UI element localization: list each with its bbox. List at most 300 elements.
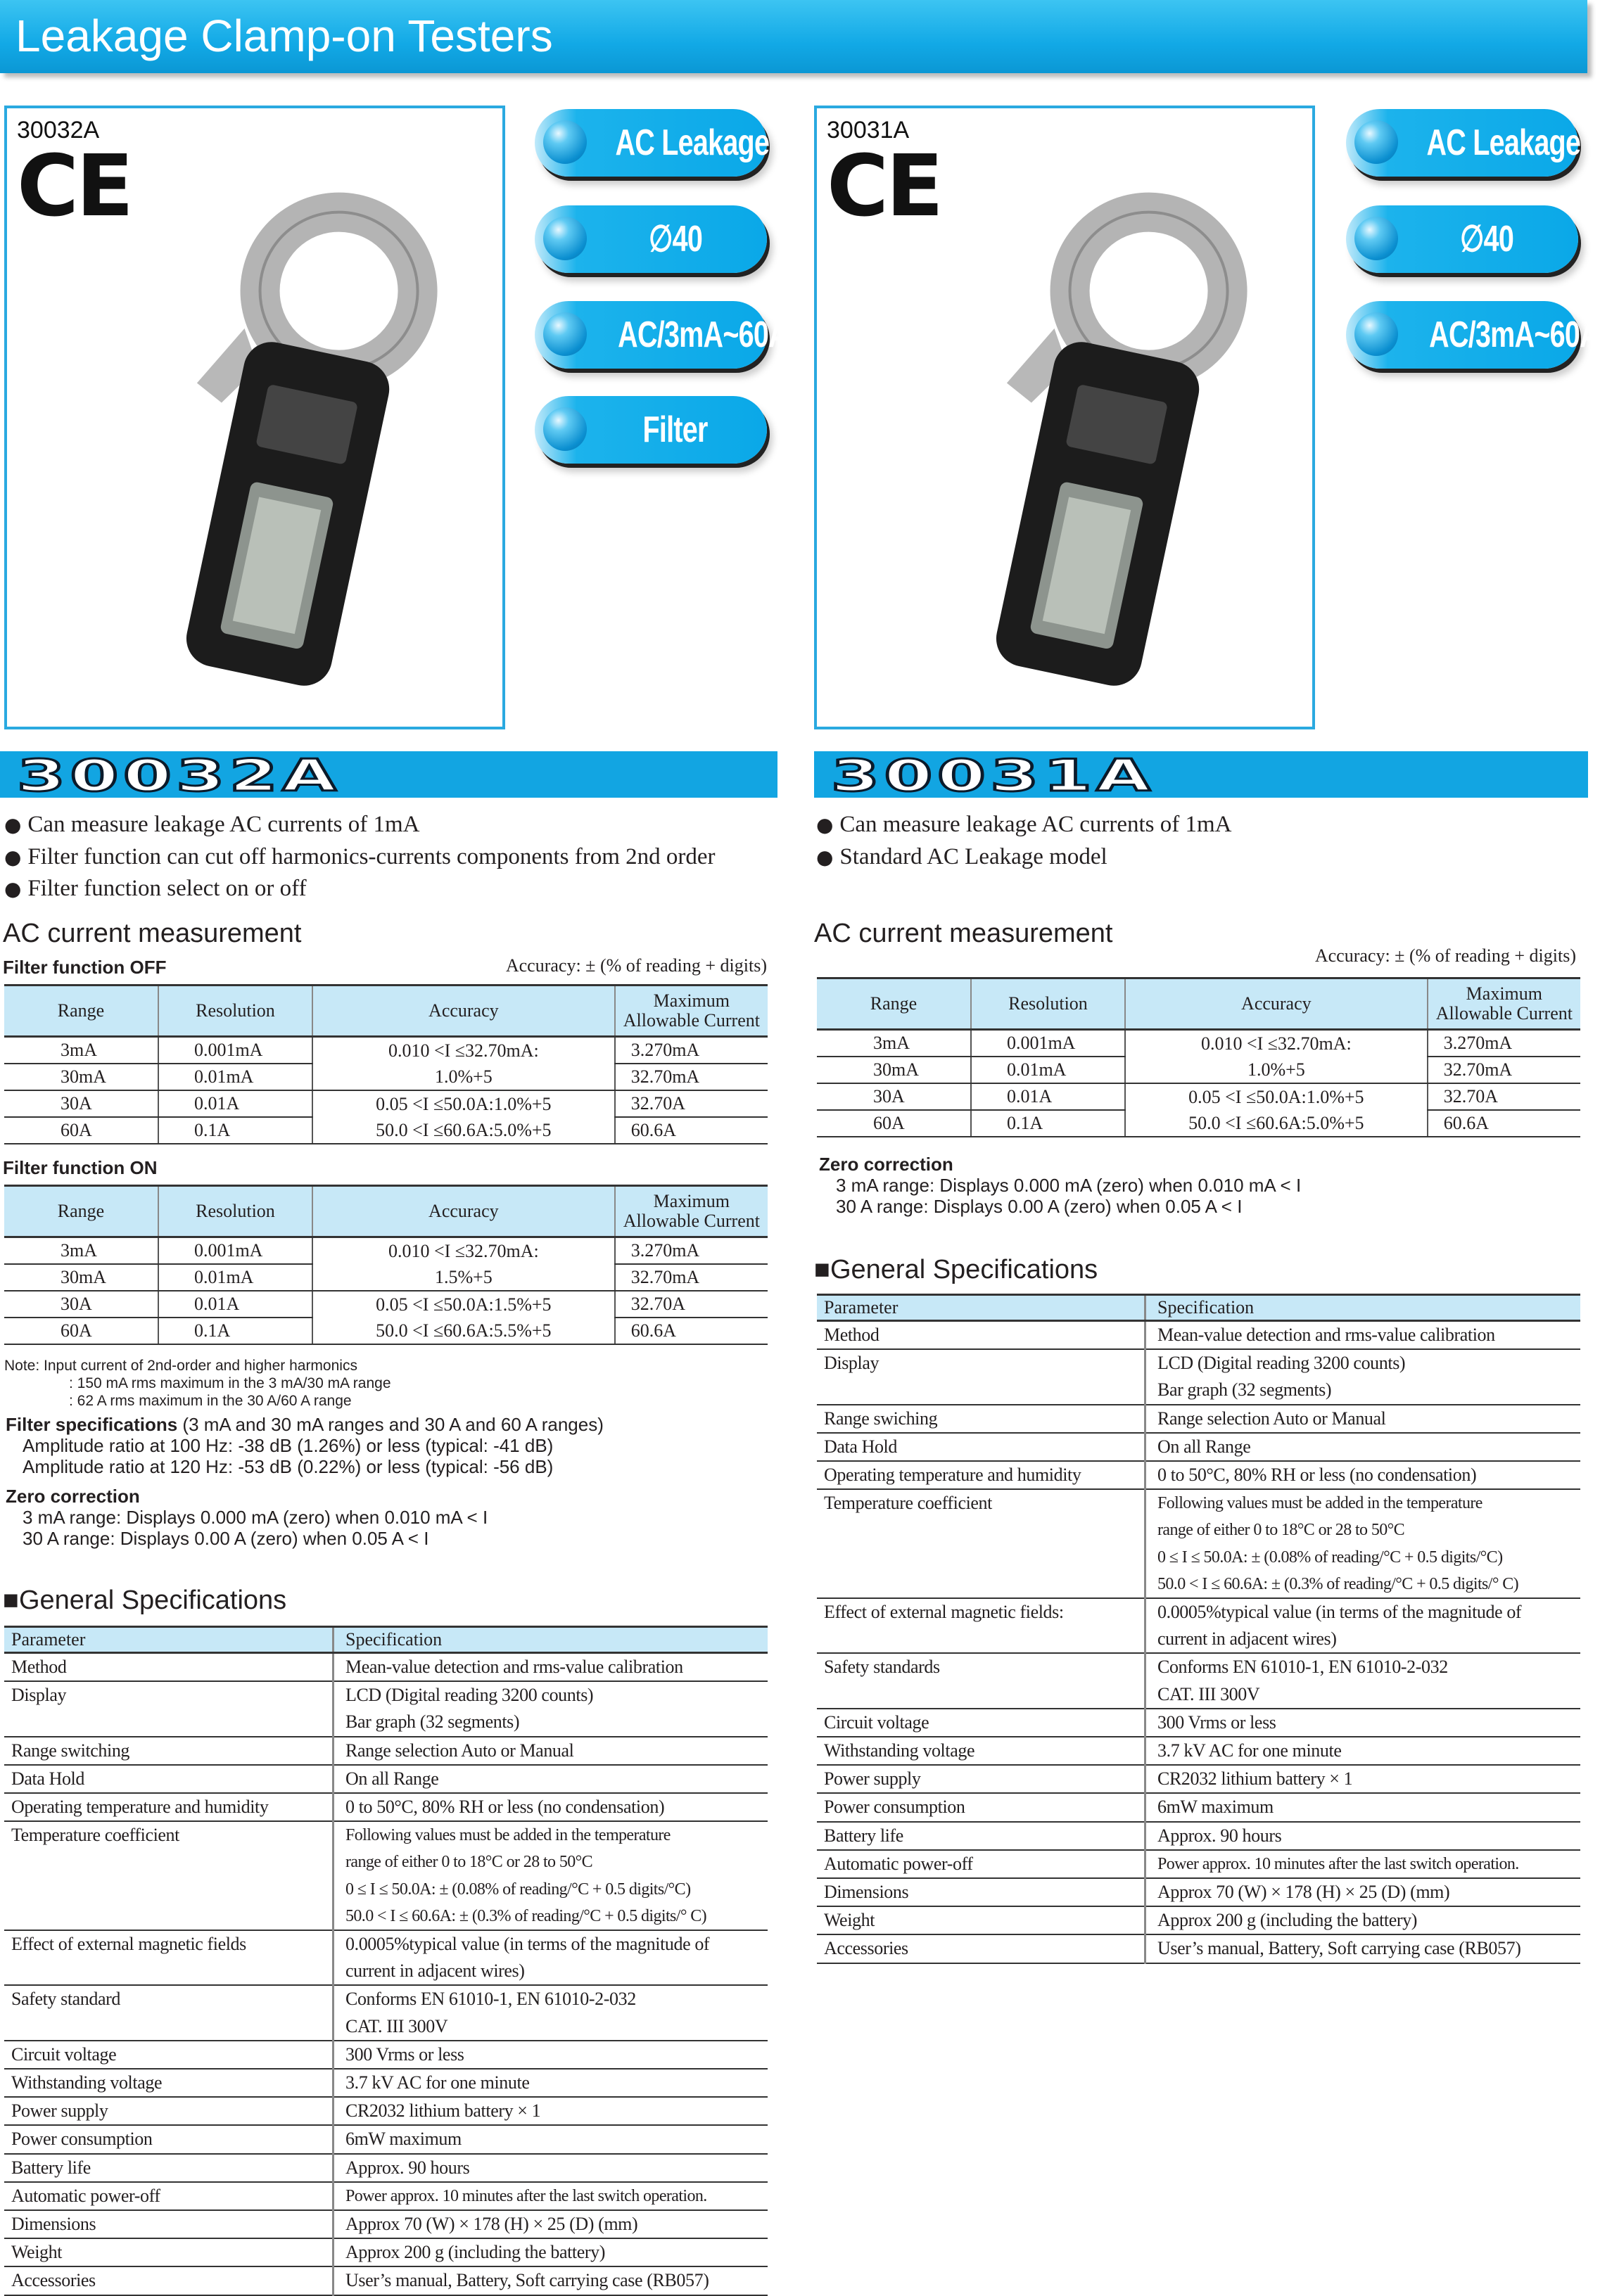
parameter-cell: Power consumption: [4, 2125, 334, 2153]
parameter-cell: Effect of external magnetic fields: [4, 1930, 334, 1985]
section-title: AC current measurement: [3, 919, 302, 948]
accuracy-note: Accuracy: ± (% of reading + digits): [505, 955, 767, 976]
table-row: [4, 1117, 768, 1144]
table-row: [4, 2238, 768, 2266]
badge-label-box: [591, 301, 788, 369]
ac-table-filter-off: [4, 984, 768, 1144]
table-row: [817, 1765, 1580, 1793]
header-row: [817, 978, 1580, 1030]
accuracy-table: [817, 977, 1580, 1137]
spec-line: Range selection Auto or Manual: [1157, 1408, 1386, 1429]
feature-item: ● Filter function can cut off harmonics-currents components from 2nd order: [4, 841, 716, 874]
parameter-cell: Display: [4, 1681, 334, 1736]
feature-badge: [1346, 109, 1581, 177]
table-row: [4, 1318, 768, 1344]
table-row: [4, 1793, 768, 1821]
badge-label-box: [1402, 301, 1599, 369]
badge-label-box: [591, 205, 760, 273]
spec-line: Power approx. 10 minutes after the last switch operation.: [1157, 1854, 1519, 1873]
note-line: : 62 A rms maximum in the 30 A/60 A range: [69, 1393, 352, 1409]
table-row: [817, 1110, 1580, 1137]
spec-table: [817, 1294, 1580, 1964]
ac-table: [817, 977, 1580, 1137]
zero-correction-line: 30 A range: Displays 0.00 A (zero) when 0.05 A < I: [23, 1528, 429, 1549]
specification-cell: [1145, 1461, 1581, 1489]
specification-cell: [1145, 1709, 1581, 1737]
table-row: [817, 1349, 1580, 1404]
column-header: Range: [4, 986, 158, 1037]
accuracy-cell: 0.05 <I ≤50.0A:1.0%+5: [1125, 1083, 1428, 1110]
parameter-cell: Data Hold: [817, 1433, 1145, 1461]
parameter-cell: Circuit voltage: [4, 2041, 334, 2069]
orb-icon: [543, 312, 587, 356]
feature-badge: [1346, 205, 1578, 273]
badge-label-box: [591, 109, 770, 177]
range-cell: 30A: [4, 1291, 158, 1318]
accuracy-note: Accuracy: ± (% of reading + digits): [1314, 945, 1576, 966]
table-row: [4, 2125, 768, 2153]
badge-label-box: [591, 396, 760, 464]
table-row: [4, 1064, 768, 1090]
table-row: [4, 2097, 768, 2125]
column-header: Parameter: [4, 1627, 334, 1653]
product-model-label: 30032A: [17, 117, 100, 144]
filter-spec-line: Amplitude ratio at 100 Hz: -38 dB (1.26%) or less (typical: -41 dB): [23, 1435, 554, 1456]
spec-line: range of either 0 to 18°C or 28 to 50°C: [1157, 1521, 1405, 1540]
spec-line: 6mW maximum: [345, 2129, 462, 2150]
spec-table: [4, 1626, 768, 2296]
table-row: [4, 2210, 768, 2238]
general-specs-table: [817, 1294, 1580, 1964]
specification-cell: [334, 2069, 768, 2097]
header-row: [4, 1627, 768, 1653]
badge-label: AC Leakage: [1426, 122, 1581, 163]
spec-line: Power approx. 10 minutes after the last switch operation.: [345, 2186, 707, 2205]
note-line: Note: Input current of 2nd-order and higher harmonics: [4, 1358, 357, 1374]
specification-cell: [1145, 1878, 1581, 1906]
specification-cell: [334, 1737, 768, 1765]
table-row: [817, 1433, 1580, 1461]
resolution-cell: 0.001mA: [158, 1037, 312, 1064]
max-current-cell: 3.270mA: [1428, 1030, 1580, 1057]
accuracy-cell: 1.0%+5: [312, 1064, 615, 1090]
spec-line: User’s manual, Battery, Soft carrying case (RB057): [1157, 1938, 1521, 1959]
spec-line: 50.0 < I ≤ 60.6A: ± (0.3% of reading/°C + 0.5 digits/° C): [345, 1906, 707, 1925]
max-current-cell: 32.70A: [615, 1291, 768, 1318]
spec-line: On all Range: [1157, 1436, 1251, 1457]
badge-label-box: [1402, 205, 1571, 273]
specification-cell: [334, 2154, 768, 2182]
zero-correction: [6, 1486, 488, 1549]
model-banner-text: 30032A: [17, 750, 341, 801]
max-current-cell: 32.70A: [1428, 1083, 1580, 1110]
table-row: [817, 1850, 1580, 1878]
column-header: Range: [4, 1186, 158, 1237]
product-photo-30032A: [4, 106, 505, 729]
feature-list: [816, 809, 1232, 873]
specification-cell: [334, 1793, 768, 1821]
ce-mark-logo: CE: [827, 138, 941, 236]
spec-line: Approx 70 (W) × 178 (H) × 25 (D) (mm): [345, 2214, 638, 2235]
table-row: [4, 1090, 768, 1117]
specification-cell: [1145, 1653, 1581, 1708]
table-row: [817, 1057, 1580, 1083]
table-row: [4, 2041, 768, 2069]
table-row: [4, 1291, 768, 1318]
specification-cell: [1145, 1906, 1581, 1934]
product-model-label: 30031A: [827, 117, 910, 144]
resolution-cell: 0.01A: [158, 1291, 312, 1318]
table-row: [817, 1822, 1580, 1850]
spec-line: 300 Vrms or less: [345, 2043, 464, 2065]
range-cell: 60A: [4, 1318, 158, 1344]
feature-badge: [535, 301, 788, 369]
feature-list: [4, 809, 716, 905]
table-row: [817, 1598, 1580, 1653]
table-row: [4, 1985, 768, 2040]
page-header: [0, 0, 1587, 73]
section-title: AC current measurement: [814, 919, 1113, 948]
accuracy-cell: 0.05 <I ≤50.0A:1.0%+5: [312, 1090, 615, 1117]
parameter-cell: Power supply: [817, 1765, 1145, 1793]
spec-line: 50.0 < I ≤ 60.6A: ± (0.3% of reading/°C + 0.5 digits/° C): [1157, 1574, 1519, 1593]
resolution-cell: 0.1A: [971, 1110, 1125, 1137]
parameter-cell: Battery life: [817, 1822, 1145, 1850]
orb-icon: [1354, 312, 1398, 356]
max-current-cell: 32.70A: [615, 1090, 768, 1117]
orb-icon: [543, 407, 587, 451]
table-row: [4, 1765, 768, 1793]
max-current-cell: 32.70mA: [615, 1064, 768, 1090]
badge-label: ∅40: [1459, 219, 1514, 260]
parameter-cell: Effect of external magnetic fields:: [817, 1598, 1145, 1653]
badge-label-box: [1402, 109, 1581, 177]
zero-correction: [819, 1154, 1301, 1217]
table-row: [817, 1461, 1580, 1489]
spec-line: LCD (Digital reading 3200 counts): [1157, 1353, 1406, 1374]
column-header: Specification: [1145, 1295, 1581, 1321]
column-header: Maximum Allowable Current: [1428, 978, 1580, 1030]
max-current-cell: 60.6A: [1428, 1110, 1580, 1137]
table-row: [4, 1737, 768, 1765]
column-header: Resolution: [158, 1186, 312, 1237]
spec-line: Approx. 90 hours: [1157, 1825, 1282, 1846]
header-row: [4, 986, 768, 1037]
parameter-cell: Automatic power-off: [4, 2182, 334, 2210]
parameter-cell: Display: [817, 1349, 1145, 1404]
spec-line: On all Range: [345, 1768, 439, 1789]
accuracy-cell: 0.010 <I ≤32.70mA:: [1125, 1030, 1428, 1057]
specification-cell: [334, 2041, 768, 2069]
table-title: Filter function ON: [3, 1157, 158, 1178]
parameter-cell: Weight: [817, 1906, 1145, 1934]
specification-cell: [1145, 1850, 1581, 1878]
accuracy-cell: 1.5%+5: [312, 1264, 615, 1291]
table-row: [817, 1083, 1580, 1110]
general-specs-title: ■General Specifications: [3, 1586, 287, 1615]
range-cell: 60A: [817, 1110, 971, 1137]
table-row: [4, 1237, 768, 1265]
parameter-cell: Safety standard: [4, 1985, 334, 2040]
specification-cell: [1145, 1822, 1581, 1850]
column-header: Specification: [334, 1627, 768, 1653]
zero-correction-title: Zero correction: [819, 1154, 953, 1175]
specification-cell: [1145, 1765, 1581, 1793]
ac-table-filter-on: [4, 1185, 768, 1345]
table-row: [817, 1737, 1580, 1765]
range-cell: 30mA: [817, 1057, 971, 1083]
badge-label: AC/3mA~60A: [1429, 314, 1599, 355]
specification-cell: [1145, 1934, 1581, 1963]
range-cell: 30A: [4, 1090, 158, 1117]
table-row: [4, 1681, 768, 1736]
spec-line: Mean-value detection and rms-value calibration: [1157, 1325, 1495, 1345]
column-header: Parameter: [817, 1295, 1145, 1321]
table-row: [4, 1264, 768, 1291]
spec-line: User’s manual, Battery, Soft carrying case (RB057): [345, 2270, 709, 2291]
zero-correction-line: 3 mA range: Displays 0.000 mA (zero) when 0.010 mA < I: [836, 1175, 1302, 1196]
specification-cell: [334, 2210, 768, 2238]
specification-cell: [1145, 1405, 1581, 1433]
spec-line: range of either 0 to 18°C or 28 to 50°C: [345, 1853, 593, 1872]
spec-line: Conforms EN 61010-1, EN 61010-2-032: [1157, 1657, 1448, 1678]
parameter-cell: Operating temperature and humidity: [817, 1461, 1145, 1489]
resolution-cell: 0.01A: [971, 1083, 1125, 1110]
parameter-cell: Temperature coefficient: [817, 1489, 1145, 1598]
max-current-cell: 3.270mA: [615, 1037, 768, 1064]
accuracy-cell: 1.0%+5: [1125, 1057, 1428, 1083]
specification-cell: [334, 2238, 768, 2266]
specification-cell: [1145, 1737, 1581, 1765]
model-banner-text: 30031A: [831, 750, 1155, 801]
parameter-cell: Method: [4, 1653, 334, 1682]
harmonics-note: [4, 1357, 391, 1410]
range-cell: 30mA: [4, 1064, 158, 1090]
spec-line: 3.7 kV AC for one minute: [345, 2072, 530, 2093]
column-header: Accuracy: [312, 1186, 615, 1237]
orb-icon: [543, 120, 587, 164]
parameter-cell: Dimensions: [817, 1878, 1145, 1906]
table-row: [817, 1321, 1580, 1350]
table-row: [817, 1030, 1580, 1057]
column-header: Maximum Allowable Current: [615, 1186, 768, 1237]
parameter-cell: Withstanding voltage: [4, 2069, 334, 2097]
table-row: [817, 1906, 1580, 1934]
range-cell: 30A: [817, 1083, 971, 1110]
table-row: [817, 1709, 1580, 1737]
spec-line: Mean-value detection and rms-value calibration: [345, 1657, 683, 1677]
spec-line: Approx 70 (W) × 178 (H) × 25 (D) (mm): [1157, 1882, 1450, 1903]
specification-cell: [334, 1765, 768, 1793]
accuracy-cell: 0.010 <I ≤32.70mA:: [312, 1237, 615, 1265]
specification-cell: [334, 1681, 768, 1736]
general-specs-table: [4, 1626, 768, 2296]
feature-badge: [535, 205, 767, 273]
max-current-cell: 3.270mA: [615, 1237, 768, 1265]
spec-line: Range selection Auto or Manual: [345, 1740, 574, 1761]
parameter-cell: Withstanding voltage: [817, 1737, 1145, 1765]
accuracy-cell: 50.0 <I ≤60.6A:5.5%+5: [312, 1318, 615, 1344]
max-current-cell: 32.70mA: [615, 1264, 768, 1291]
parameter-cell: Safety standards: [817, 1653, 1145, 1708]
parameter-cell: Automatic power-off: [817, 1850, 1145, 1878]
range-cell: 3mA: [817, 1030, 971, 1057]
specification-cell: [1145, 1349, 1581, 1404]
table-row: [4, 1821, 768, 1930]
max-current-cell: 60.6A: [615, 1117, 768, 1144]
spec-line: Following values must be added in the temperature: [345, 1826, 671, 1845]
parameter-cell: Accessories: [4, 2266, 334, 2295]
column-header: Resolution: [971, 978, 1125, 1030]
specification-cell: [334, 1821, 768, 1930]
column-header: Maximum Allowable Current: [615, 986, 768, 1037]
specification-cell: [334, 2125, 768, 2153]
specification-cell: [1145, 1793, 1581, 1821]
spec-line: CAT. III 300V: [1157, 1683, 1260, 1704]
feature-badge: [535, 396, 767, 464]
spec-line: 0.0005%typical value (in terms of the magnitude of: [1157, 1602, 1522, 1623]
filter-spec-line: Amplitude ratio at 120 Hz: -53 dB (0.22%) or less (typical: -56 dB): [23, 1456, 554, 1477]
column-header: Accuracy: [312, 986, 615, 1037]
badge-label: AC Leakage: [615, 122, 770, 163]
table-row: [817, 1878, 1580, 1906]
feature-item: ● Filter function select on or off: [4, 873, 716, 905]
feature-item: ● Can measure leakage AC currents of 1mA: [4, 809, 716, 841]
filter-specifications: [6, 1414, 604, 1477]
parameter-cell: Accessories: [817, 1934, 1145, 1963]
feature-item: ● Standard AC Leakage model: [816, 841, 1232, 874]
specification-cell: [1145, 1433, 1581, 1461]
zero-correction-title: Zero correction: [6, 1486, 140, 1507]
page-title: Leakage Clamp-on Testers: [15, 11, 553, 61]
resolution-cell: 0.01mA: [158, 1064, 312, 1090]
feature-item: ● Can measure leakage AC currents of 1mA: [816, 809, 1232, 841]
table-row: [817, 1934, 1580, 1963]
ce-mark-logo: CE: [17, 138, 132, 236]
table-row: [817, 1405, 1580, 1433]
header-row: [817, 1295, 1580, 1321]
header-row: [4, 1186, 768, 1237]
feature-badge: [535, 109, 770, 177]
range-cell: 30mA: [4, 1264, 158, 1291]
spec-line: Approx 200 g (including the battery): [1157, 1910, 1418, 1931]
parameter-cell: Temperature coefficient: [4, 1821, 334, 1930]
specification-cell: [1145, 1321, 1581, 1350]
specification-cell: [334, 1930, 768, 1985]
resolution-cell: 0.1A: [158, 1318, 312, 1344]
spec-line: Conforms EN 61010-1, EN 61010-2-032: [345, 1989, 636, 2010]
badge-label: AC/3mA~60A: [618, 314, 788, 355]
model-banner: [0, 750, 777, 801]
column-header: Range: [817, 978, 971, 1030]
resolution-cell: 0.001mA: [158, 1237, 312, 1265]
spec-line: Bar graph (32 segments): [345, 1711, 520, 1733]
orb-icon: [1354, 120, 1398, 164]
parameter-cell: Data Hold: [4, 1765, 334, 1793]
table-row: [4, 2154, 768, 2182]
parameter-cell: Range switching: [4, 1737, 334, 1765]
specification-cell: [334, 2097, 768, 2125]
spec-line: 300 Vrms or less: [1157, 1711, 1276, 1733]
table-row: [817, 1793, 1580, 1821]
badge-label: ∅40: [648, 219, 703, 260]
spec-line: CR2032 lithium battery × 1: [1157, 1768, 1353, 1790]
filter-spec-subtitle: (3 mA and 30 mA ranges and 30 A and 60 A ranges): [182, 1414, 604, 1435]
parameter-cell: Battery life: [4, 2154, 334, 2182]
specification-cell: [334, 1653, 768, 1682]
parameter-cell: Power consumption: [817, 1793, 1145, 1821]
spec-line: 3.7 kV AC for one minute: [1157, 1740, 1342, 1761]
range-cell: 60A: [4, 1117, 158, 1144]
spec-line: LCD (Digital reading 3200 counts): [345, 1685, 594, 1706]
feature-badge: [1346, 301, 1599, 369]
resolution-cell: 0.001mA: [971, 1030, 1125, 1057]
parameter-cell: Method: [817, 1321, 1145, 1350]
accuracy-cell: 50.0 <I ≤60.6A:5.0%+5: [312, 1117, 615, 1144]
table-row: [4, 1930, 768, 1985]
max-current-cell: 60.6A: [615, 1318, 768, 1344]
accuracy-table: [4, 1185, 768, 1345]
spec-line: Following values must be added in the temperature: [1157, 1494, 1482, 1513]
range-cell: 3mA: [4, 1037, 158, 1064]
accuracy-table: [4, 984, 768, 1144]
table-row: [817, 1653, 1580, 1708]
resolution-cell: 0.01mA: [158, 1264, 312, 1291]
spec-line: 0 ≤ I ≤ 50.0A: ± (0.08% of reading/°C + 0.5 digits/°C): [345, 1880, 691, 1899]
spec-line: Bar graph (32 segments): [1157, 1379, 1332, 1401]
model-banner: [814, 750, 1588, 801]
orb-icon: [1354, 217, 1398, 260]
parameter-cell: Range swiching: [817, 1405, 1145, 1433]
spec-line: 6mW maximum: [1157, 1797, 1274, 1818]
table-row: [4, 1653, 768, 1682]
spec-line: CR2032 lithium battery × 1: [345, 2100, 541, 2122]
spec-line: Approx 200 g (including the battery): [345, 2242, 606, 2263]
spec-line: current in adjacent wires): [1157, 1628, 1337, 1650]
parameter-cell: Power supply: [4, 2097, 334, 2125]
filter-spec-title: Filter specifications: [6, 1414, 178, 1435]
spec-line: 0 to 50°C, 80% RH or less (no condensation): [345, 1797, 665, 1818]
spec-line: CAT. III 300V: [345, 2015, 448, 2036]
column-header: Resolution: [158, 986, 312, 1037]
product-photo-30031A: [814, 106, 1315, 729]
note-line: : 150 mA rms maximum in the 3 mA/30 mA range: [69, 1375, 391, 1391]
range-cell: 3mA: [4, 1237, 158, 1265]
specification-cell: [334, 1985, 768, 2040]
parameter-cell: Circuit voltage: [817, 1709, 1145, 1737]
general-specs-title: ■General Specifications: [814, 1255, 1098, 1284]
spec-line: 0.0005%typical value (in terms of the magnitude of: [345, 1934, 710, 1955]
spec-line: 0 ≤ I ≤ 50.0A: ± (0.08% of reading/°C + 0.5 digits/°C): [1157, 1548, 1503, 1567]
zero-correction-line: 3 mA range: Displays 0.000 mA (zero) when 0.010 mA < I: [23, 1507, 488, 1528]
table-row: [4, 2182, 768, 2210]
resolution-cell: 0.1A: [158, 1117, 312, 1144]
resolution-cell: 0.01A: [158, 1090, 312, 1117]
table-row: [4, 2266, 768, 2295]
zero-correction-line: 30 A range: Displays 0.00 A (zero) when 0.05 A < I: [836, 1196, 1243, 1217]
accuracy-cell: 50.0 <I ≤60.6A:5.0%+5: [1125, 1110, 1428, 1137]
parameter-cell: Operating temperature and humidity: [4, 1793, 334, 1821]
spec-line: 0 to 50°C, 80% RH or less (no condensation): [1157, 1465, 1477, 1486]
accuracy-cell: 0.010 <I ≤32.70mA:: [312, 1037, 615, 1064]
badge-label: Filter: [642, 409, 709, 450]
parameter-cell: Dimensions: [4, 2210, 334, 2238]
table-row: [4, 1037, 768, 1064]
specification-cell: [1145, 1489, 1581, 1598]
column-header: Accuracy: [1125, 978, 1428, 1030]
specification-cell: [1145, 1598, 1581, 1653]
resolution-cell: 0.01mA: [971, 1057, 1125, 1083]
